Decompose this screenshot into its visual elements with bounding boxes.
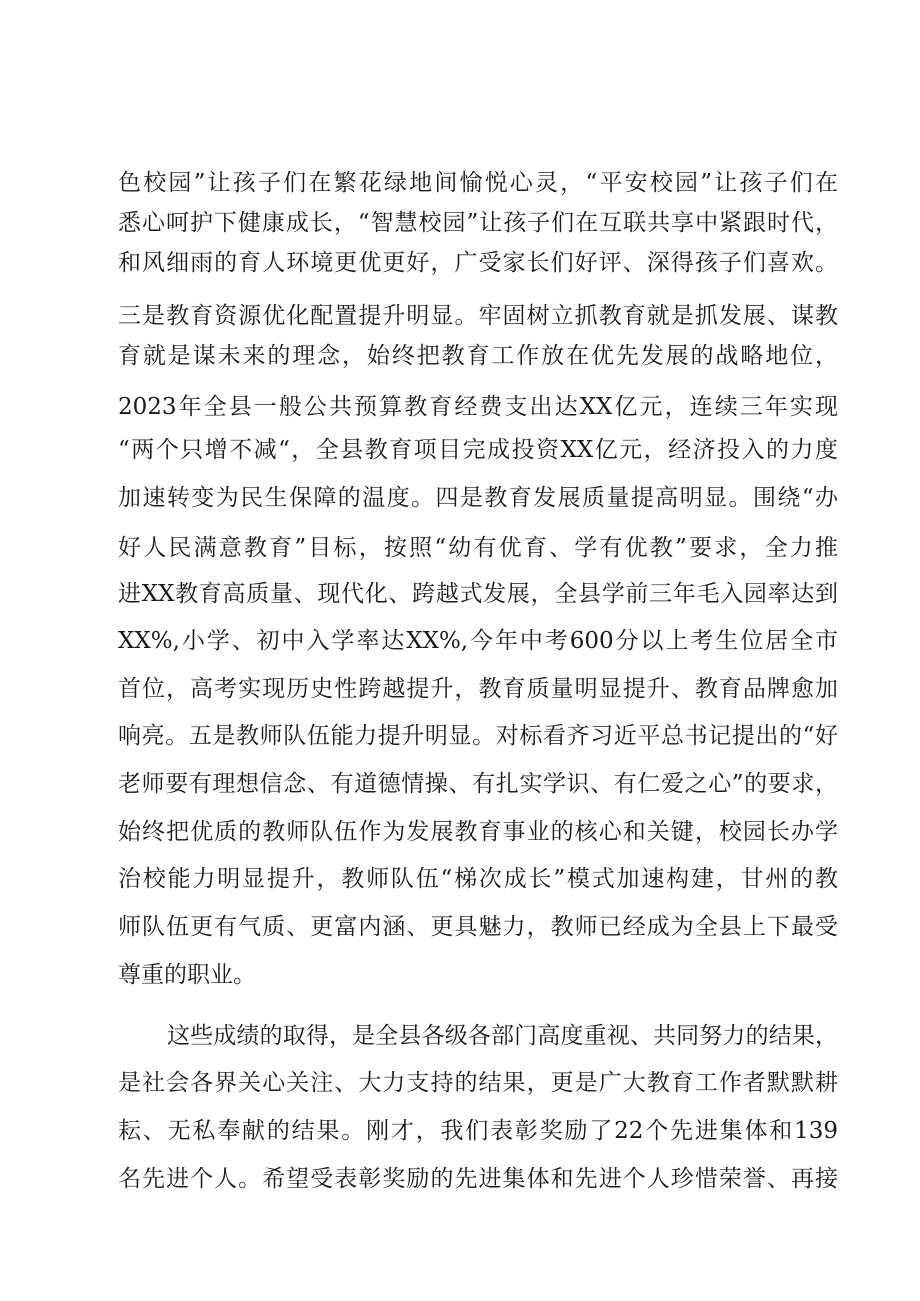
text-line: 和风细雨的育人环境更优更好，广受家长们好评、深得孩子们喜欢。 bbox=[118, 250, 838, 276]
text-line: 2023年全县一般公共预算教育经费支出达XX亿元，连续三年实现 bbox=[118, 394, 838, 420]
paragraph-first-line: 这些成绩的取得，是全县各级各部门高度重视、共同努力的结果， bbox=[167, 1023, 838, 1049]
text-line: 加速转变为民生保障的温度。四是教育发展质量提高明显。围绕“办 bbox=[118, 485, 838, 511]
text-line: 师队伍更有气质、更富内涵、更具魅力，教师已经成为全县上下最受 bbox=[118, 914, 838, 940]
text-line: 育就是谋未来的理念，始终把教育工作放在优先发展的战略地位， bbox=[118, 343, 838, 369]
text-line: 尊重的职业。 bbox=[118, 962, 256, 988]
text-line: 名先进个人。希望受表彰奖励的先进集体和先进个人珍惜荣誉、再接 bbox=[118, 1166, 838, 1192]
text-line: 响亮。五是教师队伍能力提升明显。对标看齐习近平总书记提出的“好 bbox=[118, 723, 838, 749]
text-line: XX%,小学、初中入学率达XX%,今年中考600分以上考生位居全市 bbox=[118, 628, 838, 654]
text-line: 三是教育资源优化配置提升明显。牢固树立抓教育就是抓发展、谋教 bbox=[118, 303, 838, 329]
text-line: 悉心呵护下健康成长，“智慧校园”让孩子们在互联共享中紧跟时代， bbox=[118, 210, 838, 236]
text-line: 好人民满意教育”目标，按照“幼有优育、学有优教”要求，全力推 bbox=[118, 535, 838, 561]
text-line: 老师要有理想信念、有道德情操、有扎实学识、有仁爱之心”的要求， bbox=[118, 771, 838, 797]
text-line: 耘、无私奉献的结果。刚才，我们表彰奖励了22个先进集体和139 bbox=[118, 1118, 838, 1144]
text-line: 进XX教育高质量、现代化、跨越式发展，全县学前三年毛入园率达到 bbox=[118, 581, 838, 607]
text-line: 始终把优质的教师队伍作为发展教育事业的核心和关键，校园长办学 bbox=[118, 819, 838, 845]
text-line: 首位，高考实现历史性跨越提升，教育质量明显提升、教育品牌愈加 bbox=[118, 676, 838, 702]
text-line: 治校能力明显提升，教师队伍“梯次成长”模式加速构建，甘州的教 bbox=[118, 866, 838, 892]
text-line: 色校园”让孩子们在繁花绿地间愉悦心灵，“平安校园”让孩子们在 bbox=[118, 170, 838, 196]
text-line: “两个只增不减“，全县教育项目完成投资XX亿元，经济投入的力度 bbox=[118, 437, 838, 463]
text-line: 是社会各界关心关注、大力支持的结果，更是广大教育工作者默默耕 bbox=[118, 1070, 838, 1096]
